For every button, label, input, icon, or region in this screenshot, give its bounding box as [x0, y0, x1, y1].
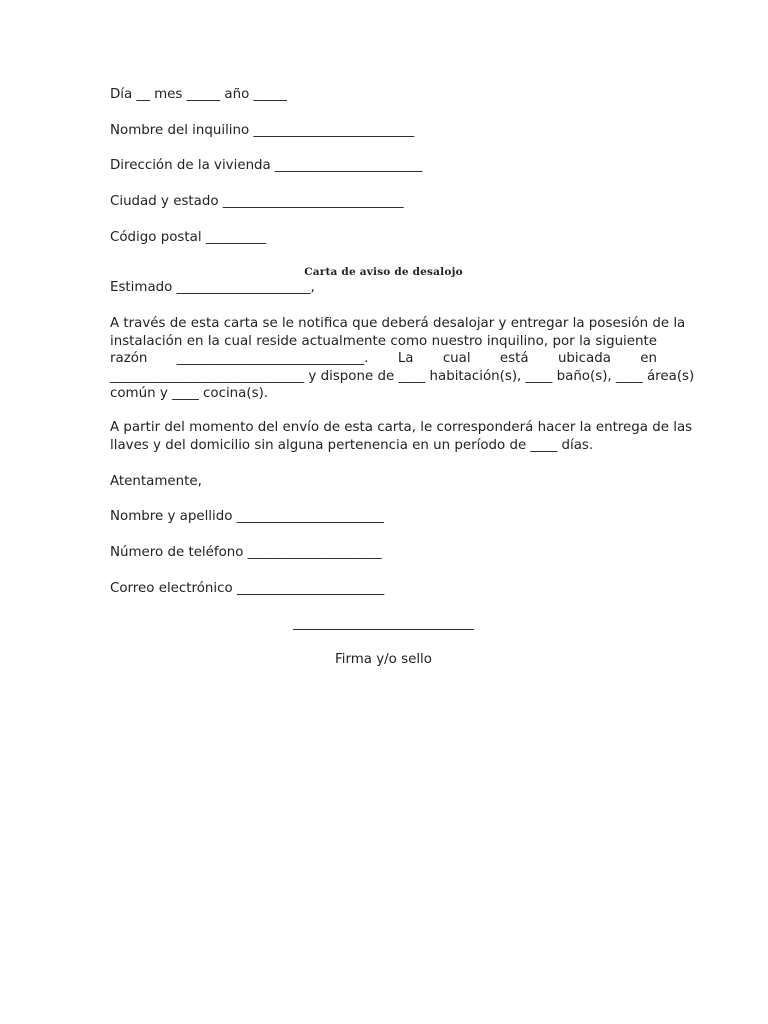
- signature-line: ___________________________: [293, 616, 474, 631]
- paragraph-deadline-line: A partir del momento del envío de esta carta, le corresponderá hacer la entrega de las: [110, 420, 693, 435]
- date-field: Día __ mes _____ año _____: [110, 87, 288, 102]
- address-field: Dirección de la vivienda ______________________: [110, 158, 423, 173]
- paragraph-notice-line: _____________________________ y dispone de ____ habitación(s), ____ baño(s), ____ área(s): [110, 368, 695, 384]
- paragraph-notice-line: común y ____ cocina(s).: [110, 386, 269, 402]
- city-state-field: Ciudad y estado ___________________________: [110, 194, 404, 209]
- signer-phone-field: Número de teléfono ____________________: [110, 545, 382, 560]
- paragraph-notice: [110, 315, 695, 403]
- postal-code-field: Código postal _________: [110, 230, 267, 245]
- paragraph-notice-line: A través de esta carta se le notifica que deberá desalojar y entregar la posesión de la: [110, 316, 686, 331]
- paragraph-deadline: [110, 419, 693, 454]
- closing: Atentamente,: [110, 474, 202, 489]
- paragraph-deadline-line: llaves y del domicilio sin alguna pertenencia en un período de ____ días.: [110, 437, 594, 453]
- salutation: Estimado ____________________,: [110, 280, 315, 295]
- tenant-name-field: Nombre del inquilino ________________________: [110, 123, 415, 138]
- paragraph-notice-line: razón ____________________________. La cual está ubicada en: [110, 351, 657, 367]
- signer-name-field: Nombre y apellido ______________________: [110, 509, 384, 524]
- letter-title: Carta de aviso de desalojo: [304, 266, 463, 278]
- signature-label: Firma y/o sello: [335, 652, 432, 667]
- paragraph-notice-line: instalación en la cual reside actualmente como nuestro inquilino, por la siguiente: [110, 333, 657, 349]
- signer-email-field: Correo electrónico ______________________: [110, 581, 385, 596]
